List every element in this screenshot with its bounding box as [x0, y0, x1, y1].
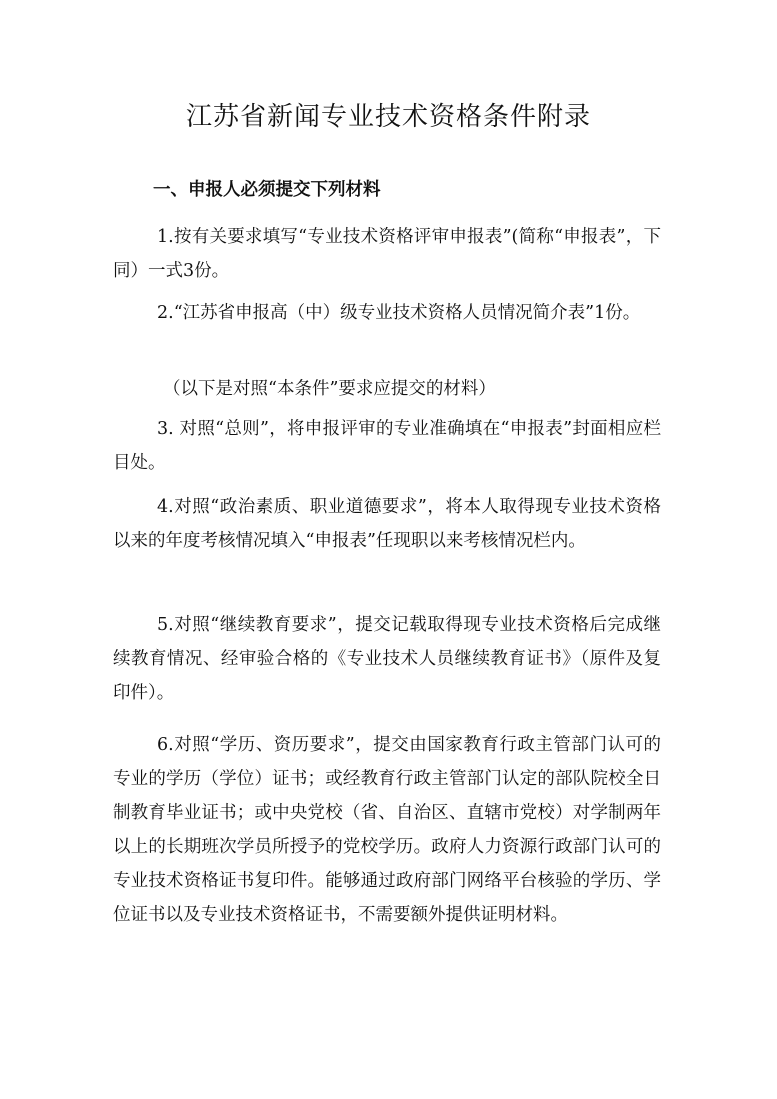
paragraph-item-3: 3. 对照“总则”，将申报评审的专业准确填在“申报表”封面相应栏目处。: [113, 419, 661, 473]
paragraph-item-5: 5.对照“继续教育要求”，提交记载取得现专业技术资格后完成继续教育情况、经审验合格的《专业技术人员继续教育证书》（原件及复印件）。: [113, 615, 661, 703]
document-title: 江苏省新闻专业技术资格条件附录: [185, 102, 591, 132]
paragraph-item-2: 2.“江苏省申报高（中）级专业技术资格人员情况简介表”1份。: [157, 303, 641, 323]
paragraph-item-1: 1.按有关要求填写“专业技术资格评审申报表”(简称“申报表”，下同）一式3份。: [113, 227, 661, 281]
paragraph-item-4: 4.对照“政治素质、职业道德要求”，将本人取得现专业技术资格以来的年度考核情况填入“申报表”任现职以来考核情况栏内。: [113, 497, 661, 551]
section-heading: 一、申报人必须提交下列材料: [153, 180, 381, 200]
paragraph-item-6: 6.对照“学历、资历要求”，提交由国家教育行政主管部门认可的专业的学历（学位）证书；或经教育行政主管部门认定的部队院校全日制教育毕业证书；或中央党校（省、自治区、直辖市党校）对学制两年以上的长期班次学员所授予的党校学历。政府人力资源行政部门认可的专业技术资格证书复印件。能够通过政府部门网络平台核验的学历、学位证书以及专业技术资格证书，不需要额外提供证明材料。: [113, 735, 661, 925]
paragraph-note: （以下是对照“本条件”要求应提交的材料）: [163, 379, 496, 399]
